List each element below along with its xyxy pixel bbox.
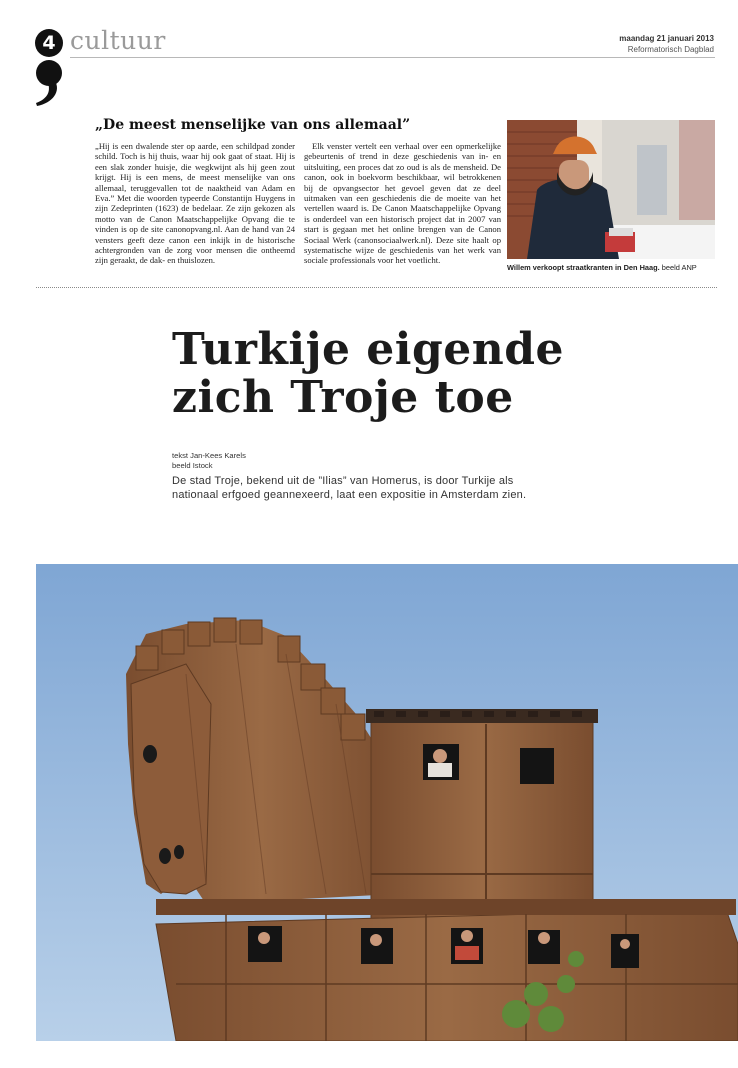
headline-line-1: Turkije eigende [172,324,565,375]
caption-credit: beeld ANP [661,263,697,272]
box-column-1 [95,141,295,266]
article-headline [172,326,692,422]
author-credit: tekst Jan-Kees Karels [172,451,246,460]
header-divider [70,57,715,58]
box-paragraph-1: „Hij is een dwalende ster op aarde, een schildpad zonder schild. Toch is hij thuis, waar hij ook gaat of staat. Hij is een slak zonder huisje, die wegkwijnt als hij geen zout krijgt. Hij is een mens, de meest menselijke van ons allemaal, teruggevallen tot de naaktheid van Adam en Eva.” Met die woorden typeerde Constantijn Huygens in zijn Zedeprinten (1623) de bedelaar. Ze zijn gekozen als motto van de Canon Maatschappelijke Opvang die te vinden is op de site canonopvang.nl. Aan de hand van 24 vensters geeft deze canon een inkijk in de historische achtergronden van de zorg voor mensen die ontheemd zijn geraakt, de dak- en thuislozen. [95,141,295,266]
photo-caption [507,263,697,272]
image-credit: beeld Istock [172,461,213,470]
caption-text: Willem verkoopt straatkranten in Den Haag. [507,263,660,272]
section-separator [36,287,717,288]
headline-line-2: zich Troje toe [172,372,514,423]
page-number: 4 [42,32,56,54]
box-column-2 [304,141,501,266]
issue-date: maandag 21 januari 2013 [619,34,714,43]
trojan-horse-photo [36,564,738,1041]
box-title: „De meest menselijke van ons allemaal” [95,117,411,133]
article-intro: De stad Troje, bekend uit de ”Ilias” van Homerus, is door Turkije als nationaal erfgoed geannexeerd, laat een expositie in Amsterdam zien. [172,475,527,501]
newspaper-name: Reformatorisch Dagblad [627,45,714,54]
section-title: cultuur [70,26,166,55]
street-vendor-photo [507,120,715,259]
box-paragraph-2: Elk venster vertelt een verhaal over een opmerkelijke gebeurtenis of trend in deze geschiedenis van in- en uitsluiting, een proces dat zo oud is als de mensheid. De canon, ook in boekvorm beschikbaar, wil betrokkenen bij de opvangsector het gevoel geven dat ze deel uitmaken van een geschiedenis die de moeite van het vertellen waard is. De Canon Maatschappelijke Opvang is onderdeel van een historisch project dat in 2007 van start is gegaan met het online brengen van de Canon Sociaal Werk (canonsociaalwerk.nl). Deze site haalt op systematische wijze de geschiedenis van het werk van sociale professionals voor het voetlicht. [304,141,501,266]
comma-logo-icon [33,59,65,107]
page-number-badge [35,29,63,57]
